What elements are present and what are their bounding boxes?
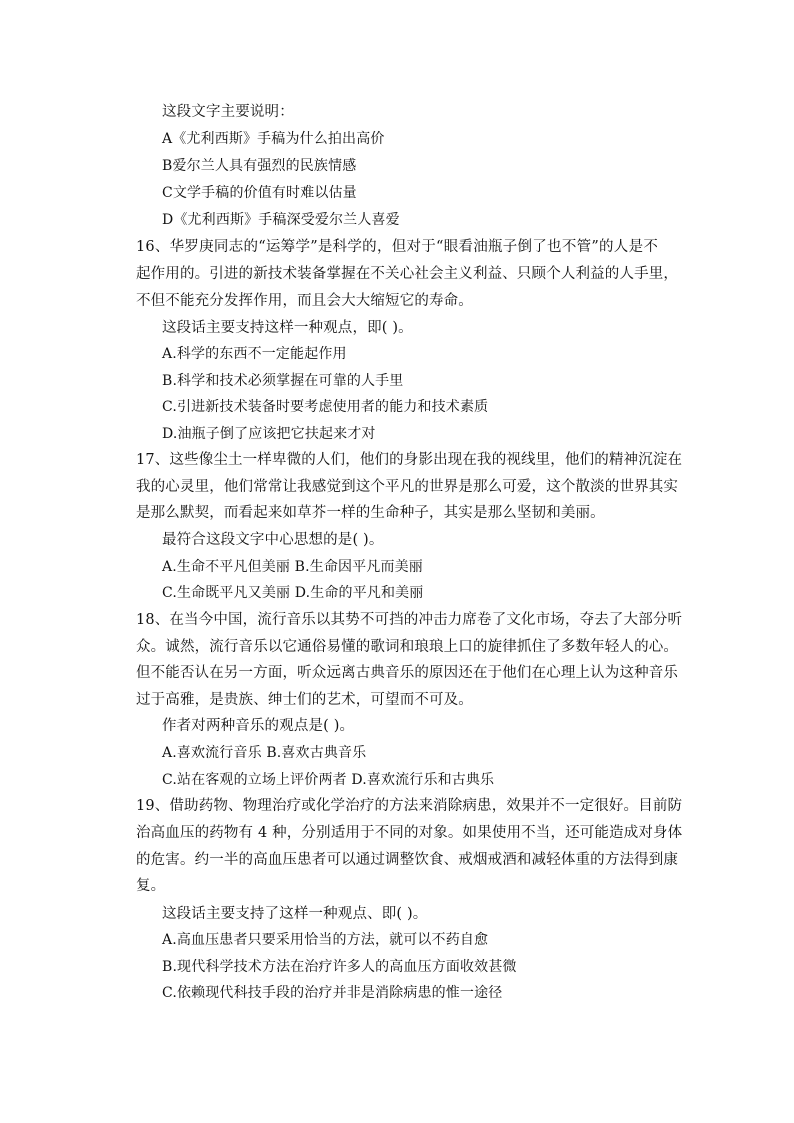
q17-option-cd: C.生命既平凡又美丽 D.生命的平凡和美丽 — [162, 585, 424, 601]
q17-text-line-2: 我的心灵里，他们常常让我感觉到这个平凡的世界是那么可爱，这个散淡的世界其实 — [136, 479, 679, 495]
q18-option-cd: C.站在客观的立场上评价两者 D.喜欢流行乐和古典乐 — [162, 772, 495, 788]
q16-text-line-3: 不但不能充分发挥作用，而且会大大缩短它的寿命。 — [136, 293, 473, 309]
q19-option-c: C.依赖现代科技手段的治疗并非是消除病患的惟一途径 — [162, 985, 503, 1001]
q16-text-line-1: 16、华罗庚同志的“运筹学”是科学的，但对于“眼看油瓶子倒了也不管”的人是不 — [136, 239, 658, 255]
q16-option-b: B.科学和技术必须掌握在可靠的人手里 — [162, 373, 404, 389]
q15-prompt: 这段文字主要说明： — [162, 104, 294, 120]
q19-prompt: 这段话主要支持了这样一种观点、即( )。 — [162, 906, 428, 922]
q19-text-line-2: 治高血压的药物有 4 种，分别适用于不同的对象。如果使用不当，还可能造成对身体 — [136, 825, 683, 841]
q15-option-d: D《尤利西斯》手稿深受爱尔兰人喜爱 — [162, 212, 400, 228]
q16-option-c: C.引进新技术装备时要考虑使用者的能力和技术素质 — [162, 399, 489, 415]
q15-option-a: A《尤利西斯》手稿为什么拍出高价 — [162, 131, 385, 147]
q19-text-line-4: 复。 — [136, 878, 166, 894]
q17-text-line-3: 是那么默契，而看起来如草芥一样的生命种子，其实是那么坚韧和美丽。 — [136, 505, 605, 521]
q19-option-b: B.现代科学技术方法在治疗许多人的高血压方面收效甚微 — [162, 959, 517, 975]
q16-option-a: A.科学的东西不一定能起作用 — [162, 346, 347, 362]
q18-text-line-3: 但不能否认在另一方面，听众远离古典音乐的原因还在于他们在心理上认为这种音乐 — [136, 665, 679, 681]
q18-option-ab: A.喜欢流行音乐 B.喜欢古典音乐 — [162, 745, 367, 761]
q15-option-c: C文学手稿的价值有时难以估量 — [162, 185, 357, 201]
q19-text-line-3: 的危害。约一半的高血压患者可以通过调整饮食、戒烟戒酒和减轻体重的方法得到康 — [136, 852, 679, 868]
q16-prompt: 这段话主要支持这样一种观点，即( )。 — [162, 320, 413, 336]
q18-text-line-1: 18、在当今中国，流行音乐以其势不可挡的冲击力席卷了文化市场，夺去了大部分听 — [136, 612, 683, 628]
q16-option-d: D.油瓶子倒了应该把它扶起来才对 — [162, 426, 376, 442]
q18-text-line-4: 过于高雅，是贵族、绅士们的艺术，可望而不可及。 — [136, 692, 473, 708]
q18-prompt: 作者对两种音乐的观点是( )。 — [162, 718, 355, 734]
q19-text-line-1: 19、借助药物、物理治疗或化学治疗的方法来消除病患，效果并不一定很好。目前防 — [136, 798, 683, 814]
q17-prompt: 最符合这段文字中心思想的是( )。 — [162, 532, 384, 548]
q18-text-line-2: 众。诚然，流行音乐以它通俗易懂的歌词和琅琅上口的旋律抓住了多数年轻人的心。 — [136, 639, 679, 655]
q15-option-b: B爱尔兰人具有强烈的民族情感 — [162, 158, 357, 174]
q17-option-ab: A.生命不平凡但美丽 B.生命因平凡而美丽 — [162, 559, 423, 575]
q19-option-a: A.高血压患者只要采用恰当的方法，就可以不药自愈 — [162, 932, 489, 948]
q16-text-line-2: 起作用的。引进的新技术装备掌握在不关心社会主义利益、只顾个人利益的人手里， — [136, 266, 679, 282]
q17-text-line-1: 17、这些像尘土一样卑微的人们，他们的身影出现在我的视线里，他们的精神沉淀在 — [136, 452, 683, 468]
